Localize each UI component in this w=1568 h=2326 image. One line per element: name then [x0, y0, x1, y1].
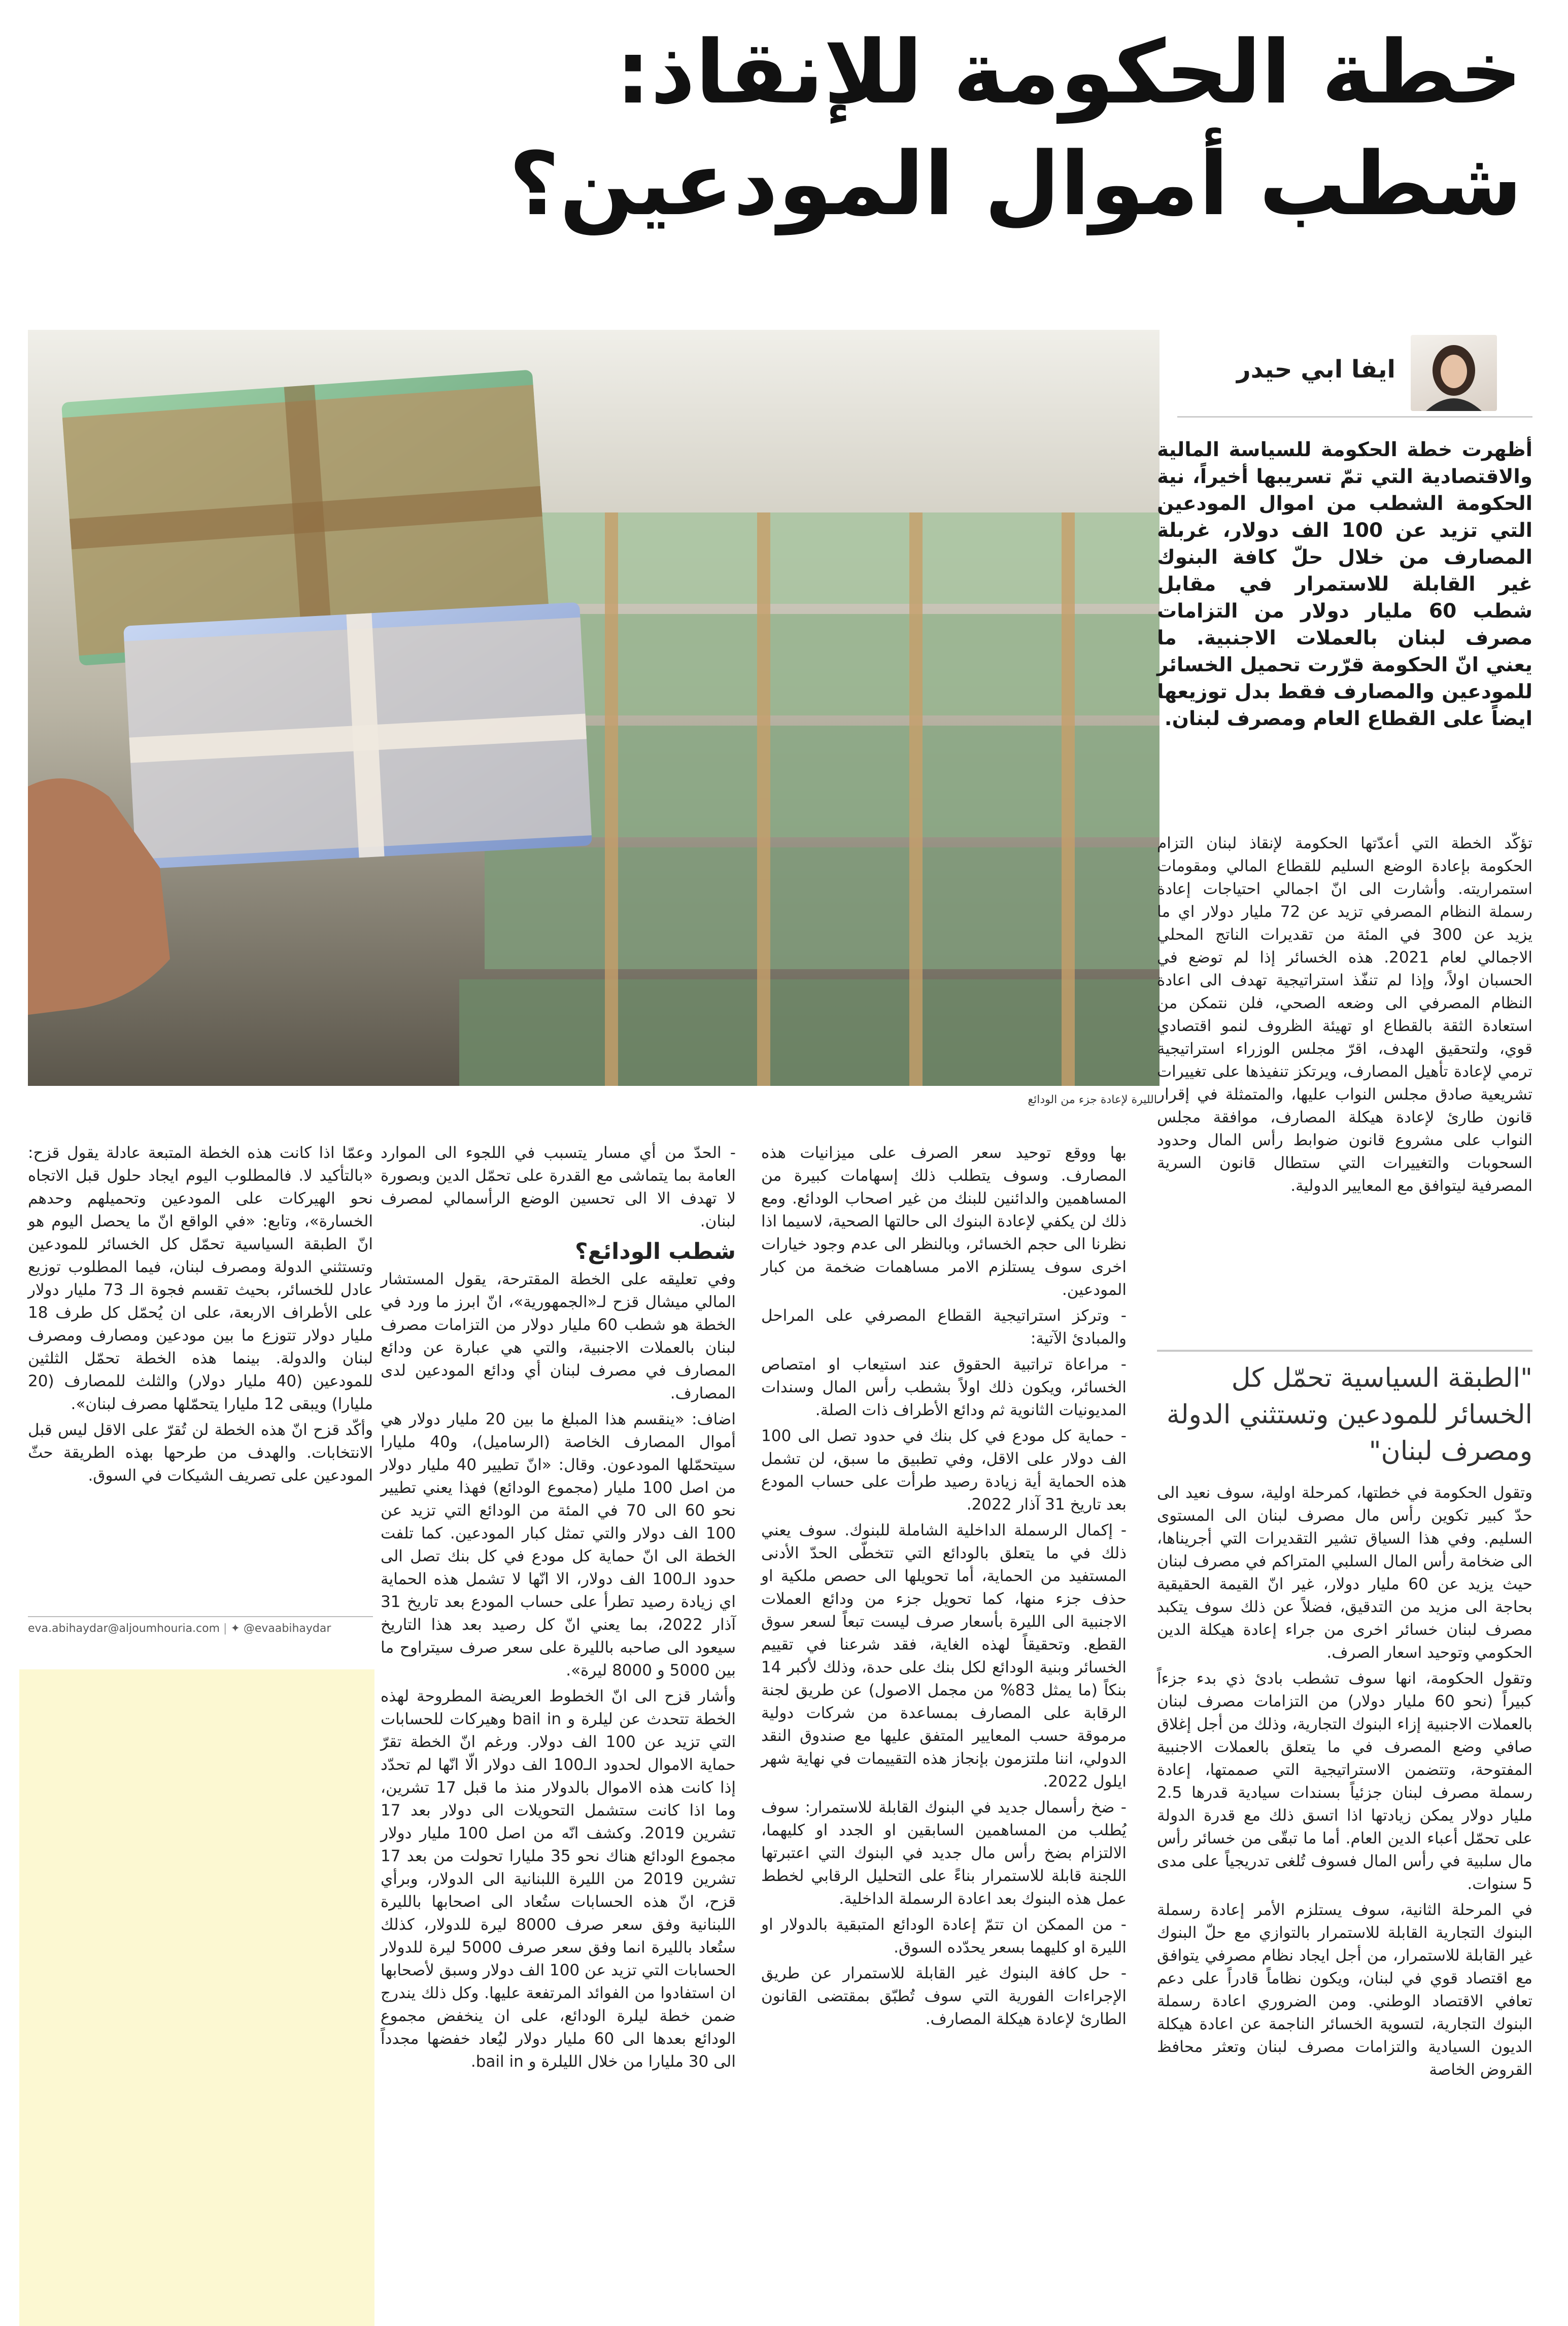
lead-paragraph: أظهرت خطة الحكومة للسياسة المالية والاقتصادية التي تمّ تسريبها أخيراً، نية الحكومة الشطب من اموال المودعين التي تزيد عن 100 الف دولار، غربلة المصارف من خلال حلّ كافة البنوك غير القابلة للاستمرار في مقابل شطب 60 مليار دولار من التزامات مصرف لبنان بالعملات الاجنبية. ما يعني انّ الحكومة قرّرت تحميل الخسائر للمودعين والمصارف فقط بدل توزيعها ايضاً على القطاع العام ومصرف لبنان. [1157, 438, 1533, 730]
body-column-2 [761, 1142, 1127, 2031]
paragraph: - حماية كل مودع في كل بنك في حدود تصل الى 100 الف دولار على الاقل، وفي تطبيق ما سبق، لن تشمل هذه الحماية أية زيادة رصيد طرأت على حساب المودع بعد تاريخ 31 آذار 2022. [761, 1427, 1127, 1514]
author-avatar [1411, 335, 1497, 411]
pull-quote: "الطبقة السياسية تحمّل كل الخسائر للمودعين وتستثني الدولة ومصرف لبنان" [1166, 1363, 1532, 1466]
ad-placeholder-box [19, 1669, 374, 2326]
paragraph: وأكّد قزح انّ هذه الخطة لن تُقرّ على الاقل ليس قبل الانتخابات. والهدف من طرحها بهذه الطريقة حثّ المودعين على تصريف الشيكات في السوق. [28, 1421, 373, 1485]
paragraph: - من الممكن ان تتمّ إعادة الودائع المتبقية بالدولار او الليرة او كليهما بسعر يحدّده السوق. [761, 1915, 1127, 1957]
body-column-1-top: تؤكّد الخطة التي أعدّتها الحكومة لإنقاذ لبنان التزام الحكومة بإعادة الوضع السليم للقطاع المالي ومقومات استمراريته. وأشارت الى انّ اجمالي احتياجات إعادة رسملة النظام المصرفي تزيد عن 72 مليار دولار اي ما يزيد عن 300 في المئة من تقديرات الناتج المحلي الاجمالي لعام 2021. هذه الخسائر إذا لم توضع في الحسبان اولاً، وإذا لم تنفّذ استراتيجية تهدف الى اعادة النظام المصرفي الى وضعه الصحي، فلن نتمكن من استعادة الثقة بالقطاع او تهيئة الظروف لنمو اقتصادي قوي، ولتحقيق الهدف، اقرّ مجلس الوزراء استراتيجية ترمي لإعادة تأهيل المصارف، ويرتكز تنفيذها على تغييرات تشريعية صادق مجلس النواب عليها، والمتمثلة في إقرار قانون طارئ لإعادة هيكلة المصارف، موافقة مجلس النواب على مشروع قانون ضوابط رأس المال وحدود السحوبات والتغييرات التي ستطال قانون السرية المصرفية ليتوافق مع المعايير الدولية. [1157, 834, 1533, 1195]
paragraph: - إكمال الرسملة الداخلية الشاملة للبنوك. سوف يعني ذلك في ما يتعلق بالودائع التي تتخطّى الحدّ الأدنى المستفيد من الحماية، أما تحويلها الى حصص ملكية او حذف جزء منها، كما تحويل جزء من ودائع العملات الاجنبية الى الليرة بأسعار صرف ليست تبعاً لسعر سوق القطع. وتحقيقاً لهذه الغاية، فقد شرعنا في تقييم الخسائر وبنية الودائع لكل بنك على حدة، وذلك لأكبر 14 بنكاً (ما يمثل 83% من مجمل الاصول) عن طريق لجنة الرقابة على المصارف بمساعدة من شركات دولية مرموقة حسب المعايير المتفق عليها مع صندوق النقد الدولي، اننا ملتزمون بإنجاز هذه التقييمات في نهاية شهر ايلول 2022. [761, 1521, 1127, 1791]
paragraph: - حل كافة البنوك غير القابلة للاستمرار عن طريق الإجراءات الفورية التي سوف تُطبّق بمقتضى القانون الطارئ لإعادة هيكلة المصارف. [761, 1964, 1127, 2028]
banknotes-illustration [28, 330, 1160, 1086]
author-twitter[interactable]: @evaabihaydar [243, 1622, 331, 1635]
paragraph: - ضخ رأسمال جديد في البنوك القابلة للاستمرار: سوف يُطلب من المساهمين السابقين او الجدد او كليهما، الالتزام بضخ رأس مال جديد في البنوك التي اعتبرتها اللجنة قابلة للاستمرار بناءً على التحليل الرقابي لخطط عمل هذه البنوك بعد اعادة الرسملة الداخلية. [761, 1798, 1127, 1908]
author-portrait-icon [1411, 335, 1497, 411]
paragraph: في المرحلة الثانية، سوف يستلزم الأمر إعادة رسملة البنوك التجارية القابلة للاستمرار بالتوازي مع حلّ البنوك غير القابلة للاستمرار، من أجل ايجاد نظام مصرفي يتوافق مع اقتصاد قوي في لبنان، ويكون نظاماً قادراً على دعم تعافي الاقتصاد الوطني. ومن الضروري اعادة رسملة البنوك التجارية، لتسوية الخسائر الناجمة عن اعادة هيكلة الديون السيادية والتزامات مصرف لبنان وتعثر محافظ القروض الخاصة [1157, 1901, 1532, 2079]
paragraph: وتقول الحكومة، انها سوف تشطب بادئ ذي بدء جزءاً كبيراً (نحو 60 مليار دولار) من التزامات مصرف لبنان بالعملات الاجنبية إزاء البنوك التجارية، وذلك من أجل إغلاق صافي وضع المصرف في ما يتعلق بالعملات الاجنبية المفتوحة، وتتضمن الاستراتيجية التي صممتها، إعادة رسملة مصرف لبنان جزئياً بسندات سيادية قدرها 2.5 مليار دولار يمكن زيادتها اذا اتسق ذلك مع قدرة الدولة على تحمّل أعباء الدين العام. أما ما تبقّى من خسائر رأس مال سلبية في رأس المال فسوف تُلغى تدريجياً على مدى 5 سنوات. [1157, 1669, 1532, 1893]
body-column-1-bottom [1157, 1482, 1532, 2081]
banknotes-photo [28, 330, 1160, 1086]
paragraph: وتقول الحكومة في خطتها، كمرحلة اولية، سوف نعيد الى حدّ كبير تكوين رأس مال مصرف لبنان الى المستوى السليم. وفي هذا السياق تشير التقديرات التي أجريناها، الى ضخامة رأس المال السلبي المتراكم في مصرف لبنان حيث يزيد عن 60 مليار دولار، غير انّ القيمة الحقيقية بحاجة الى مزيد من التدقيق، فضلاً عن ذلك سوف يتكبد مصرف لبنان خسائر اخرى من جراء إعادة هيكلة الدين الحكومي وتوحيد اسعار الصرف. [1157, 1484, 1533, 1662]
headline-line-2: شطب أموال المودعين؟ [508, 133, 1522, 235]
author-signature: eva.abihaydar@aljoumhouria.com | ✦ @evaabihaydar [28, 1616, 373, 1635]
author-name: ايفا ابي حيدر [1236, 355, 1395, 384]
paragraph: وعمّا اذا كانت هذه الخطة المتبعة عادلة يقول قزح: «بالتأكيد لا. فالمطلوب اليوم ايجاد حلول قبل الاتجاه نحو الهيركات على المودعين وتحميلهم وحدهم الخسارة»، وتابع: «في الواقع انّ ما يحصل اليوم هو انّ الطبقة السياسية تحمّل كل الخسائر للمودعين وتستثني الدولة ومصرف لبنان، فيما المطلوب توزيع عادل للخسائر، بحيث تقسم فجوة الـ 73 مليار دولار على الأطراف الاربعة، على ان يُحمّل كل طرف 18 مليار دولار تتوزع ما بين مودعين ومصارف ومصرف لبنان والدولة. بينما هذه الخطة تحمّل الثلثين للمودعين (40 مليار دولار) والثلث للمصارف (20 مليارا) ويبقى 12 مليارا يتحمّلها مصرف لبنان». [28, 1144, 373, 1413]
headline-line-1: خطة الحكومة للإنقاذ: [616, 21, 1522, 123]
paragraph: وفي تعليقه على الخطة المقترحة، يقول المستشار المالي ميشال قزح لـ«الجمهورية»، انّ ابرز ما ورد في الخطة هو شطب 60 مليار دولار من التزامات مصرف لبنان بالعملات الاجنبية، والتي هي عبارة عن ودائع المصارف في مصرف لبنان أي ودائع المودعين لدى المصارف. [381, 1270, 736, 1403]
pull-quote-divider [1157, 1350, 1532, 1352]
paragraph: - وتركز استراتيجية القطاع المصرفي على المراحل والمبادئ الآتية: [761, 1307, 1127, 1348]
paragraph: اضاف: «ينقسم هذا المبلغ ما بين 20 مليار دولار هي أموال المصارف الخاصة (الرساميل)، و40 مليارا سيتحمّلها المودعون. وقال: «انّ تطيير 40 مليار دولار من اصل 100 مليار (مجموع الودائع) فهذا يعني تطيير نحو 60 الى 70 في المئة من الودائع التي تزيد عن 100 الف دولار والتي تمثل كبار المودعين. كما تلفت الخطة الى انّ حماية كل مودع في كل بنك تصل الى حدود الـ100 الف دولار، الا انّها لا تشمل هذه الحماية اي زيادة رصيد تطرأ على حساب المودع بعد تاريخ 31 آذار 2022، بما يعني انّ كل رصيد بعد هذا التاريخ سيعود الى صاحبه بالليرة على سعر صرف سيتراوح ما بين 5000 و 8000 ليرة». [381, 1410, 736, 1680]
body-column-4 [28, 1142, 373, 1487]
author-email[interactable]: eva.abihaydar@aljoumhouria.com [28, 1622, 220, 1635]
author-divider [1177, 416, 1532, 418]
photo-caption: الليرة لإعادة جزء من الودائع [1028, 1093, 1157, 1106]
paragraph: وأشار قزح الى انّ الخطوط العريضة المطروحة لهذه الخطة تتحدث عن ليلرة و bail in وهيركات للحسابات التي تزيد عن 100 الف دولار. ورغم انّ الخطة تقرّ حماية الاموال لحدود الـ100 الف دولار الّا انّها لم تحدّد إذا كانت هذه الاموال بالدولار منذ ما قبل 17 تشرين، وما اذا كانت ستشمل التحويلات الى دولار بعد 17 تشرين 2019. وكشف انّه من اصل 100 مليار دولار مجموع الودائع هناك نحو 35 مليارا تحولت من بعد 17 تشرين 2019 من الليرة اللبنانية الى الدولار، وبرأي قزح، انّ هذه الحسابات ستُعاد الى اصحابها بالليرة اللبنانية وفق سعر صرف 8000 ليرة للدولار، كذلك ستُعاد بالليرة انما وفق سعر صرف 5000 ليرة للدولار الحسابات التي تزيد عن 100 الف دولار وسبق لأصحابها ان استفادوا من الفوائد المرتفعة عليها. وكل ذلك يندرج ضمن خطة ليلرة الودائع، على ان ينخفض مجموع الودائع بعدها الى 60 مليار دولار ليُعاد خفضها مجدداً الى 30 مليارا من خلال الليلرة و bail in. [381, 1687, 736, 2071]
paragraph: - الحدّ من أي مسار يتسبب في اللجوء الى الموارد العامة بما يتماشى مع القدرة على تحمّل الدين وبصورة لا تهدف الا الى تحسين الوضع الرأسمالي لمصرف لبنان. [381, 1144, 736, 1230]
body-column-3 [381, 1142, 736, 2073]
paragraph: - مراعاة تراتبية الحقوق عند استيعاب او امتصاص الخسائر، ويكون ذلك اولاً بشطب رأس المال وسندات المديونيات الثانوية ثم ودائع الأطراف ذات الصلة. [761, 1355, 1127, 1419]
twitter-icon: ✦ [230, 1622, 240, 1635]
section-subhead: شطب الودائع؟ [575, 1239, 736, 1264]
paragraph: بها ووقع توحيد سعر الصرف على ميزانيات هذه المصارف. وسوف يتطلب ذلك إسهامات كبيرة من المساهمين والدائنين للبنك من غير اصحاب الودائع. ومع ذلك لن يكفي لإعادة البنوك الى حالتها الصحية، لاسيما اذا نظرنا الى حجم الخسائر، وبالنظر الى عدم وجود خيارات اخرى سوف يستلزم الامر مساهمات ضخمة من كبار المودعين. [761, 1144, 1127, 1299]
